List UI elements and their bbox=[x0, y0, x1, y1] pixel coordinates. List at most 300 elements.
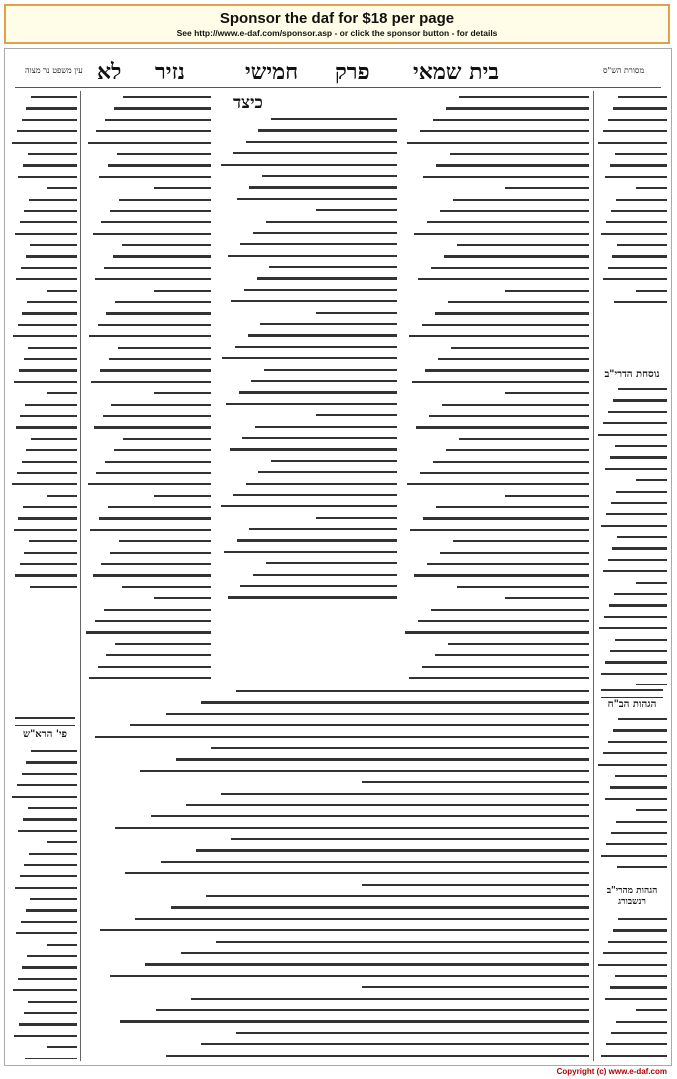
text-line bbox=[597, 422, 667, 430]
text-line bbox=[597, 130, 667, 138]
text-line bbox=[597, 513, 667, 521]
text-line bbox=[85, 438, 211, 446]
text-line bbox=[85, 164, 211, 172]
perek-number: חמישי bbox=[245, 59, 299, 85]
text-line bbox=[217, 118, 397, 126]
text-line bbox=[85, 506, 211, 514]
text-line bbox=[85, 176, 211, 184]
text-line bbox=[11, 841, 77, 849]
text-line bbox=[217, 426, 397, 434]
text-line bbox=[85, 1032, 589, 1040]
text-line bbox=[85, 449, 211, 457]
text-line bbox=[85, 96, 211, 104]
text-line bbox=[597, 741, 667, 749]
text-line bbox=[11, 921, 77, 929]
text-line bbox=[217, 141, 397, 149]
text-line bbox=[597, 786, 667, 794]
text-line bbox=[217, 129, 397, 137]
text-line bbox=[217, 562, 397, 570]
text-line bbox=[597, 684, 667, 685]
text-line bbox=[85, 574, 211, 582]
text-line bbox=[217, 494, 397, 502]
text-line bbox=[403, 358, 589, 366]
text-line bbox=[403, 563, 589, 571]
text-line bbox=[403, 597, 589, 605]
text-line bbox=[85, 918, 589, 926]
rash-column bbox=[11, 747, 77, 1059]
text-line bbox=[85, 517, 211, 525]
text-line bbox=[85, 586, 211, 594]
text-line bbox=[403, 347, 589, 355]
rashi-column bbox=[403, 93, 589, 683]
text-line bbox=[403, 119, 589, 127]
text-line bbox=[85, 701, 589, 709]
text-line bbox=[11, 187, 77, 195]
text-line bbox=[85, 609, 211, 617]
divider-right bbox=[593, 91, 594, 1061]
text-line bbox=[85, 415, 211, 423]
text-line bbox=[217, 164, 397, 172]
text-line bbox=[11, 830, 77, 838]
text-line bbox=[403, 210, 589, 218]
text-line bbox=[85, 255, 211, 263]
sponsor-banner[interactable] bbox=[4, 4, 670, 44]
text-line bbox=[85, 233, 211, 241]
text-line bbox=[85, 643, 211, 651]
text-line bbox=[85, 335, 211, 343]
text-line bbox=[11, 267, 77, 275]
text-line bbox=[11, 233, 77, 241]
text-line bbox=[11, 1058, 77, 1059]
text-line bbox=[597, 142, 667, 150]
text-line bbox=[217, 460, 397, 468]
text-line bbox=[403, 643, 589, 651]
text-line bbox=[597, 388, 667, 396]
text-line bbox=[403, 381, 589, 389]
text-line bbox=[11, 495, 77, 503]
text-line bbox=[85, 827, 589, 835]
text-line bbox=[11, 517, 77, 525]
text-line bbox=[403, 483, 589, 491]
text-line bbox=[217, 369, 397, 377]
text-line bbox=[217, 323, 397, 331]
text-line bbox=[217, 403, 397, 411]
text-line bbox=[11, 461, 77, 469]
text-line bbox=[597, 176, 667, 184]
perek-label: פרק bbox=[335, 59, 370, 85]
text-line bbox=[597, 616, 667, 624]
text-line bbox=[597, 604, 667, 612]
text-line bbox=[597, 399, 667, 407]
text-line bbox=[403, 267, 589, 275]
text-line bbox=[403, 142, 589, 150]
text-line bbox=[403, 677, 589, 683]
text-line bbox=[11, 1035, 77, 1043]
text-line bbox=[597, 941, 667, 949]
text-line bbox=[403, 415, 589, 423]
text-line bbox=[403, 506, 589, 514]
text-line bbox=[597, 290, 667, 298]
text-line bbox=[217, 471, 397, 479]
text-line bbox=[11, 540, 77, 548]
text-line bbox=[597, 866, 667, 874]
mesoret-column bbox=[597, 93, 667, 363]
text-line bbox=[11, 898, 77, 906]
text-line bbox=[85, 347, 211, 355]
daf-number: לא bbox=[97, 59, 122, 85]
text-line bbox=[217, 312, 397, 320]
hagahot2-title: הגהות מהרי"ב רנשבורג bbox=[606, 886, 658, 907]
text-line bbox=[217, 551, 397, 559]
text-line bbox=[85, 461, 211, 469]
text-line bbox=[217, 357, 397, 365]
text-line bbox=[403, 301, 589, 309]
text-line bbox=[597, 199, 667, 207]
text-line bbox=[11, 96, 77, 104]
text-line bbox=[403, 517, 589, 525]
text-line bbox=[11, 796, 77, 804]
text-line bbox=[11, 153, 77, 161]
text-line bbox=[11, 1046, 77, 1054]
text-line bbox=[11, 347, 77, 355]
text-line bbox=[403, 666, 589, 674]
hagahot2-column bbox=[597, 915, 667, 1059]
text-line bbox=[597, 1032, 667, 1040]
text-line bbox=[597, 164, 667, 172]
text-line bbox=[85, 358, 211, 366]
text-line bbox=[85, 563, 211, 571]
text-line bbox=[597, 187, 667, 195]
text-line bbox=[11, 773, 77, 781]
text-line bbox=[597, 729, 667, 737]
text-line bbox=[217, 585, 397, 593]
text-line bbox=[217, 380, 397, 388]
text-line bbox=[85, 631, 211, 639]
text-line bbox=[11, 807, 77, 815]
text-line bbox=[217, 437, 397, 445]
tosafot-column bbox=[85, 93, 211, 683]
text-line bbox=[403, 461, 589, 469]
text-line bbox=[597, 1043, 667, 1051]
text-line bbox=[11, 864, 77, 872]
text-line bbox=[11, 290, 77, 298]
text-line bbox=[403, 153, 589, 161]
text-line bbox=[597, 153, 667, 161]
text-line bbox=[85, 130, 211, 138]
text-line bbox=[11, 358, 77, 366]
text-line bbox=[11, 426, 77, 434]
mesoret-hashas-header: מסורת הש"ס bbox=[603, 66, 645, 75]
text-line bbox=[11, 887, 77, 895]
masechet-title: נזיר bbox=[155, 59, 185, 85]
text-line bbox=[403, 244, 589, 252]
text-line bbox=[85, 986, 589, 994]
text-line bbox=[85, 1020, 589, 1028]
hagahot-ornament bbox=[601, 689, 663, 698]
text-line bbox=[85, 895, 589, 903]
text-line bbox=[217, 505, 397, 513]
text-line bbox=[597, 1021, 667, 1029]
text-line bbox=[85, 278, 211, 286]
text-line bbox=[403, 449, 589, 457]
text-line bbox=[597, 210, 667, 218]
text-line bbox=[11, 563, 77, 571]
text-line bbox=[597, 718, 667, 726]
text-line bbox=[11, 404, 77, 412]
text-line bbox=[85, 540, 211, 548]
text-line bbox=[597, 964, 667, 972]
text-line bbox=[597, 775, 667, 783]
text-line bbox=[11, 369, 77, 377]
text-line bbox=[85, 495, 211, 503]
text-line bbox=[403, 233, 589, 241]
text-line bbox=[11, 1012, 77, 1020]
text-line bbox=[85, 952, 589, 960]
text-line bbox=[11, 130, 77, 138]
text-line bbox=[403, 574, 589, 582]
text-line bbox=[597, 96, 667, 104]
text-line bbox=[403, 324, 589, 332]
text-line bbox=[403, 164, 589, 172]
text-line bbox=[217, 391, 397, 399]
text-line bbox=[11, 164, 77, 172]
text-line bbox=[11, 853, 77, 861]
text-line bbox=[597, 929, 667, 937]
text-line bbox=[217, 243, 397, 251]
text-line bbox=[85, 975, 589, 983]
text-line bbox=[85, 199, 211, 207]
text-line bbox=[217, 289, 397, 297]
text-line bbox=[403, 654, 589, 662]
text-line bbox=[85, 929, 589, 937]
text-line bbox=[85, 153, 211, 161]
text-line bbox=[403, 586, 589, 594]
text-line bbox=[85, 381, 211, 389]
text-line bbox=[11, 119, 77, 127]
text-line bbox=[217, 152, 397, 160]
text-line bbox=[597, 593, 667, 601]
text-line bbox=[11, 586, 77, 594]
text-line bbox=[403, 96, 589, 104]
text-line bbox=[85, 392, 211, 400]
text-line bbox=[11, 875, 77, 883]
text-line bbox=[403, 176, 589, 184]
text-line bbox=[217, 574, 397, 582]
rash-title: פי' הרא"ש bbox=[23, 729, 67, 740]
text-line bbox=[85, 187, 211, 195]
text-line bbox=[85, 244, 211, 252]
nusach-title: נוסחת הדרי"ב bbox=[604, 369, 660, 380]
text-line bbox=[11, 312, 77, 320]
text-line bbox=[85, 815, 589, 823]
text-line bbox=[85, 597, 211, 605]
text-line bbox=[597, 639, 667, 647]
text-line bbox=[403, 130, 589, 138]
text-line bbox=[217, 255, 397, 263]
sponsor-title[interactable]: Sponsor the daf for $18 per page bbox=[219, 10, 455, 27]
text-line bbox=[217, 346, 397, 354]
text-line bbox=[597, 832, 667, 840]
sponsor-subtitle[interactable]: See http://www.e-daf.com/sponsor.asp - or click the sponsor button - for details bbox=[176, 28, 498, 38]
text-line bbox=[11, 392, 77, 400]
text-line bbox=[403, 221, 589, 229]
text-line bbox=[85, 941, 589, 949]
text-line bbox=[597, 582, 667, 590]
text-line bbox=[85, 324, 211, 332]
text-line bbox=[597, 809, 667, 817]
text-line bbox=[217, 448, 397, 456]
text-line bbox=[597, 491, 667, 499]
text-line bbox=[11, 244, 77, 252]
text-line bbox=[85, 690, 589, 698]
text-line bbox=[217, 175, 397, 183]
text-line bbox=[85, 906, 589, 914]
text-line bbox=[403, 392, 589, 400]
text-line bbox=[597, 525, 667, 533]
text-line bbox=[403, 335, 589, 343]
text-line bbox=[11, 324, 77, 332]
text-line bbox=[403, 107, 589, 115]
text-line bbox=[597, 244, 667, 252]
text-line bbox=[11, 107, 77, 115]
text-line bbox=[217, 483, 397, 491]
text-line bbox=[11, 176, 77, 184]
text-line bbox=[85, 290, 211, 298]
text-line bbox=[11, 1001, 77, 1009]
text-line bbox=[85, 472, 211, 480]
text-line bbox=[217, 596, 397, 604]
text-line bbox=[403, 552, 589, 560]
text-line bbox=[11, 278, 77, 286]
text-line bbox=[403, 540, 589, 548]
text-line bbox=[217, 334, 397, 342]
text-line bbox=[403, 426, 589, 434]
text-line bbox=[11, 210, 77, 218]
text-line bbox=[85, 781, 589, 789]
text-line bbox=[217, 198, 397, 206]
text-line bbox=[597, 479, 667, 487]
text-line bbox=[217, 186, 397, 194]
header-rule bbox=[15, 87, 661, 88]
text-line bbox=[403, 187, 589, 195]
text-line bbox=[597, 650, 667, 658]
text-line bbox=[11, 818, 77, 826]
bottom-commentary bbox=[85, 687, 589, 1057]
text-line bbox=[597, 411, 667, 419]
text-line bbox=[85, 770, 589, 778]
text-line bbox=[403, 495, 589, 503]
text-line bbox=[597, 661, 667, 669]
text-line bbox=[85, 1055, 589, 1058]
text-line bbox=[11, 438, 77, 446]
text-line bbox=[11, 574, 77, 582]
text-line bbox=[217, 221, 397, 229]
text-line bbox=[403, 472, 589, 480]
text-line bbox=[85, 210, 211, 218]
text-line bbox=[597, 445, 667, 453]
text-line bbox=[85, 404, 211, 412]
text-line bbox=[597, 107, 667, 115]
text-line bbox=[85, 312, 211, 320]
text-line bbox=[217, 414, 397, 422]
text-line bbox=[11, 761, 77, 769]
text-line bbox=[597, 233, 667, 241]
text-line bbox=[85, 301, 211, 309]
text-line bbox=[11, 750, 77, 758]
text-line bbox=[85, 884, 589, 892]
text-line bbox=[403, 529, 589, 537]
text-line bbox=[85, 654, 211, 662]
text-line bbox=[85, 747, 589, 755]
text-line bbox=[11, 966, 77, 974]
copyright-notice: Copyright (c) www.e-daf.com bbox=[556, 1067, 667, 1076]
text-line bbox=[597, 502, 667, 510]
text-line bbox=[85, 872, 589, 880]
text-line bbox=[11, 978, 77, 986]
text-line bbox=[85, 267, 211, 275]
text-line bbox=[403, 620, 589, 628]
text-line bbox=[85, 1009, 589, 1017]
text-line bbox=[85, 677, 211, 683]
text-line bbox=[597, 547, 667, 555]
text-line bbox=[597, 986, 667, 994]
text-line bbox=[85, 804, 589, 812]
text-line bbox=[597, 673, 667, 681]
text-line bbox=[597, 434, 667, 442]
text-line bbox=[217, 277, 397, 285]
divider-left bbox=[80, 91, 81, 1061]
text-line bbox=[217, 539, 397, 547]
text-line bbox=[85, 483, 211, 491]
text-line bbox=[11, 989, 77, 997]
text-line bbox=[85, 793, 589, 801]
text-line bbox=[403, 404, 589, 412]
text-line bbox=[11, 221, 77, 229]
text-line bbox=[597, 536, 667, 544]
text-line bbox=[597, 975, 667, 983]
text-line bbox=[403, 609, 589, 617]
text-line bbox=[403, 438, 589, 446]
text-line bbox=[11, 944, 77, 952]
text-line bbox=[217, 266, 397, 274]
text-line bbox=[597, 798, 667, 806]
text-line bbox=[11, 506, 77, 514]
text-line bbox=[85, 963, 589, 971]
hagahot-title: הגהות הב"ח bbox=[607, 699, 657, 710]
text-line bbox=[85, 666, 211, 674]
text-line bbox=[11, 552, 77, 560]
text-line bbox=[597, 627, 667, 635]
text-line bbox=[85, 713, 589, 721]
text-line bbox=[217, 517, 397, 525]
text-line bbox=[85, 426, 211, 434]
text-line bbox=[403, 631, 589, 639]
text-line bbox=[217, 300, 397, 308]
text-line bbox=[11, 472, 77, 480]
ein-mishpat-header: עין משפט נר מצוה bbox=[25, 66, 83, 75]
perek-name: בית שמאי bbox=[413, 59, 499, 85]
text-line bbox=[403, 278, 589, 286]
text-line bbox=[11, 301, 77, 309]
text-line bbox=[597, 855, 667, 863]
text-line bbox=[597, 301, 667, 309]
hagahot-column bbox=[597, 715, 667, 875]
text-line bbox=[597, 821, 667, 829]
text-line bbox=[597, 278, 667, 286]
text-line bbox=[85, 552, 211, 560]
text-line bbox=[217, 528, 397, 536]
text-line bbox=[11, 381, 77, 389]
